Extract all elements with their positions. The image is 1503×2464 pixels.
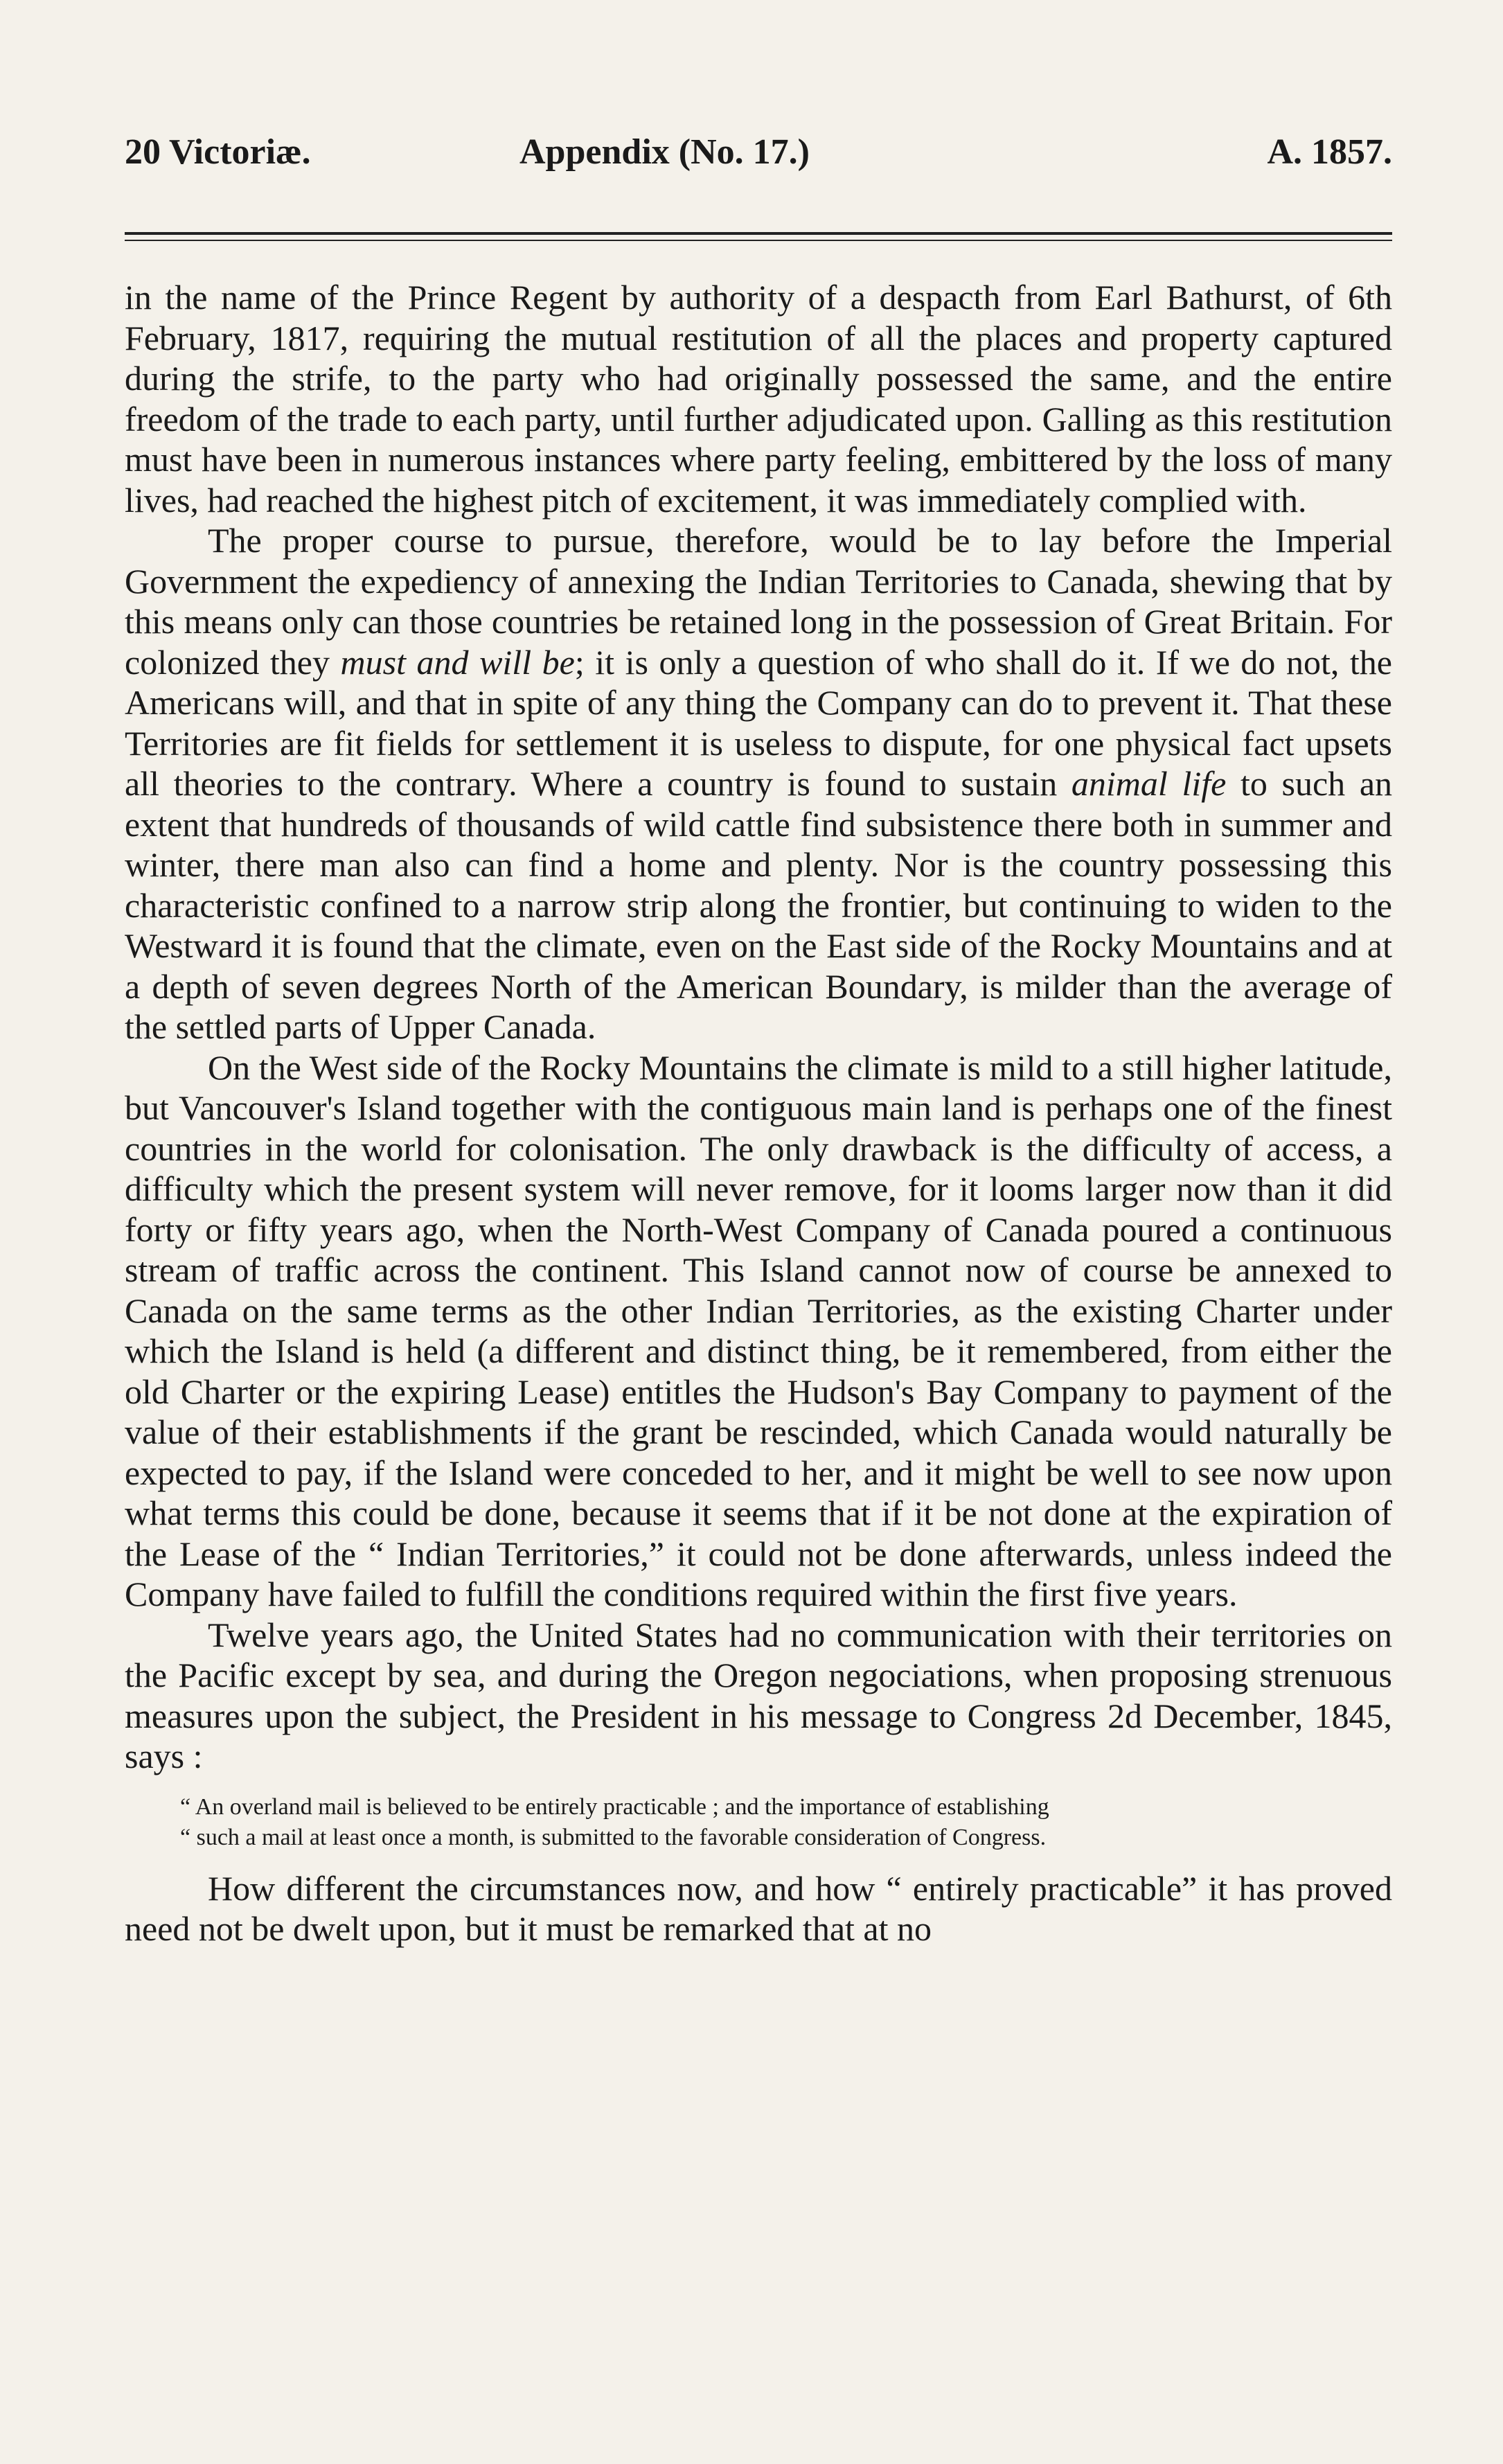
- paragraph-4: Twelve years ago, the United States had no communication with their territories on the Pacific except by sea, and during the Oregon negociations, when proposing strenuous measures upon the subject, the President in his message to Congress 2d December, 1845, says :: [125, 1615, 1392, 1775]
- paragraph-2-part-a: The proper course to pursue, therefore, would be to lay before the Imperial Government the expediency of annexing the Indian Territories to Canada, shewing that by this means only can those countries be retained long in the possession of Great Britain. For colonized they: [125, 521, 1392, 682]
- paragraph-2-emphasis-2: animal life: [1071, 764, 1227, 803]
- paragraph-2: [125, 520, 1392, 1047]
- header-regnal-year: 20 Victoriæ.: [125, 132, 311, 172]
- paragraph-3: On the West side of the Rocky Mountains the climate is mild to a still higher latitude, but Vancouver's Island together with the contiguous main land is perhaps one of the finest countries in the world for colonisation. The only drawback is the difficulty of access, a difficulty which the present system will never remove, for it looms larger now than it did forty or fifty years ago, when the North-West Company of Canada poured a continuous stream of traffic across the continent. This Island cannot now of course be annexed to Canada on the same terms as the other Indian Territories, as the existing Charter under which the Island is held (a different and distinct thing, be it remembered, from either the old Charter or the expiring Lease) entitles the Hudson's Bay Company to payment of the value of their establishments if the grant be rescinded, which Canada would naturally be expected to pay, if the Island were conceded to her, and it might be well to see now upon what terms this could be done, because it seems that if it be not done at the expiration of the Lease of the “ Indian Territories,” it could not be done afterwards, unless indeed the Company have failed to fulfill the conditions required within the first five years.: [125, 1047, 1392, 1613]
- block-quotation: [125, 1792, 1392, 1853]
- header-appendix-number: Appendix (No. 17.): [519, 132, 810, 172]
- paragraph-2-part-c: to such an extent that hundreds of thousands of wild cattle find subsistence there both in summer and winter, there man also can find a home and plenty. Nor is the country possessing this characteristic confined to a narrow strip along the frontier, but continuing to widen to the Westward it is found that the climate, even on the East side of the Rocky Mountains and at a depth of seven degrees North of the American Boundary, is milder than the average of the settled parts of Upper Canada.: [125, 764, 1393, 1046]
- paragraph-1: in the name of the Prince Regent by authority of a despacth from Earl Bathurst, of 6th February, 1817, requiring the mutual restitution of all the places and property captured during the strife, to the party who had originally possessed the same, and the entire freedom of the trade to each party, until further adjudicated upon. Galling as this restitution must have been in numerous instances where party feeling, embittered by the loss of many lives, had reached the highest pitch of excitement, it was immediately complied with.: [125, 278, 1392, 520]
- paragraph-2-part-b: ; it is only a question of who shall do it. If we do not, the Americans will, and that in spite of any thing the Company can do to prevent it. That these Territories are fit fields for settlement it is useless to dispute, for one physical fact upsets all theories to the contrary. Where a country is found to sustain: [125, 642, 1392, 803]
- quotation-line-1: “ An overland mail is believed to be entirely practicable ; and the importance of establishing: [180, 1793, 1049, 1820]
- paragraph-5: How different the circumstances now, and how “ entirely practicable” it has proved need not be dwelt upon, but it must be remarked that at no: [125, 1868, 1392, 1948]
- header-rule-thick: [125, 232, 1392, 235]
- body-text: [125, 277, 1392, 1949]
- paragraph-2-emphasis-1: must and will be: [340, 642, 575, 682]
- running-header: [125, 132, 1392, 187]
- quotation-line-2: “ such a mail at least once a month, is submitted to the favorable consideration of Congress.: [180, 1824, 1047, 1850]
- header-rule-thin: [125, 240, 1392, 241]
- header-year: A. 1857.: [1267, 132, 1392, 172]
